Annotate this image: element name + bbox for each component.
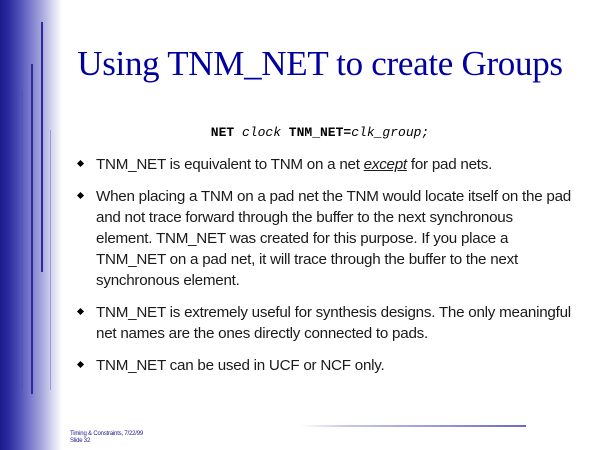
footer-slide-number: Slide 32 bbox=[70, 438, 91, 444]
band-line bbox=[21, 90, 23, 390]
decorative-side-band bbox=[0, 0, 62, 450]
bullet-text: When placing a TNM on a pad net the TNM would locate itself on the pad and not trace forward through the buffer to the next synchronous element. TNM_NET was created for this purpose. If you place a TNM_NET on a pad net, it will trace through the buffer to the next synchronous element. bbox=[96, 188, 571, 289]
band-line bbox=[50, 130, 51, 390]
slide-footer bbox=[70, 431, 143, 445]
bullet-diamond-icon bbox=[77, 308, 84, 315]
slide-title: Using TNM_NET to create Groups bbox=[77, 44, 563, 83]
bullet-diamond-icon bbox=[77, 160, 84, 167]
bullet-diamond-icon bbox=[77, 192, 84, 199]
bullet-item bbox=[72, 302, 572, 344]
bullet-item bbox=[72, 355, 572, 376]
code-identifier: clk_group; bbox=[351, 125, 430, 140]
bullet-text: TNM_NET is extremely useful for synthesis designs. The only meaningful net names are the ones directly connected to pads. bbox=[96, 304, 571, 342]
bullet-text: TNM_NET is equivalent to TNM on a net bbox=[96, 156, 364, 173]
bullet-list bbox=[72, 154, 572, 387]
footer-course: Timing & Constraints, 7/22/99 bbox=[70, 431, 144, 437]
footer-rule bbox=[300, 425, 526, 427]
band-line bbox=[31, 64, 33, 394]
bullet-text: for pad nets. bbox=[406, 156, 493, 173]
bullet-diamond-icon bbox=[77, 361, 84, 368]
bullet-item bbox=[72, 186, 572, 291]
code-identifier: clock bbox=[241, 125, 281, 140]
code-example bbox=[62, 125, 578, 140]
code-keyword: NET bbox=[210, 125, 242, 140]
bullet-item bbox=[72, 154, 572, 175]
bullet-text: TNM_NET can be used in UCF or NCF only. bbox=[96, 357, 385, 374]
bullet-emphasis: except bbox=[363, 156, 407, 173]
band-line bbox=[41, 22, 43, 272]
code-keyword: TNM_NET= bbox=[281, 125, 352, 140]
